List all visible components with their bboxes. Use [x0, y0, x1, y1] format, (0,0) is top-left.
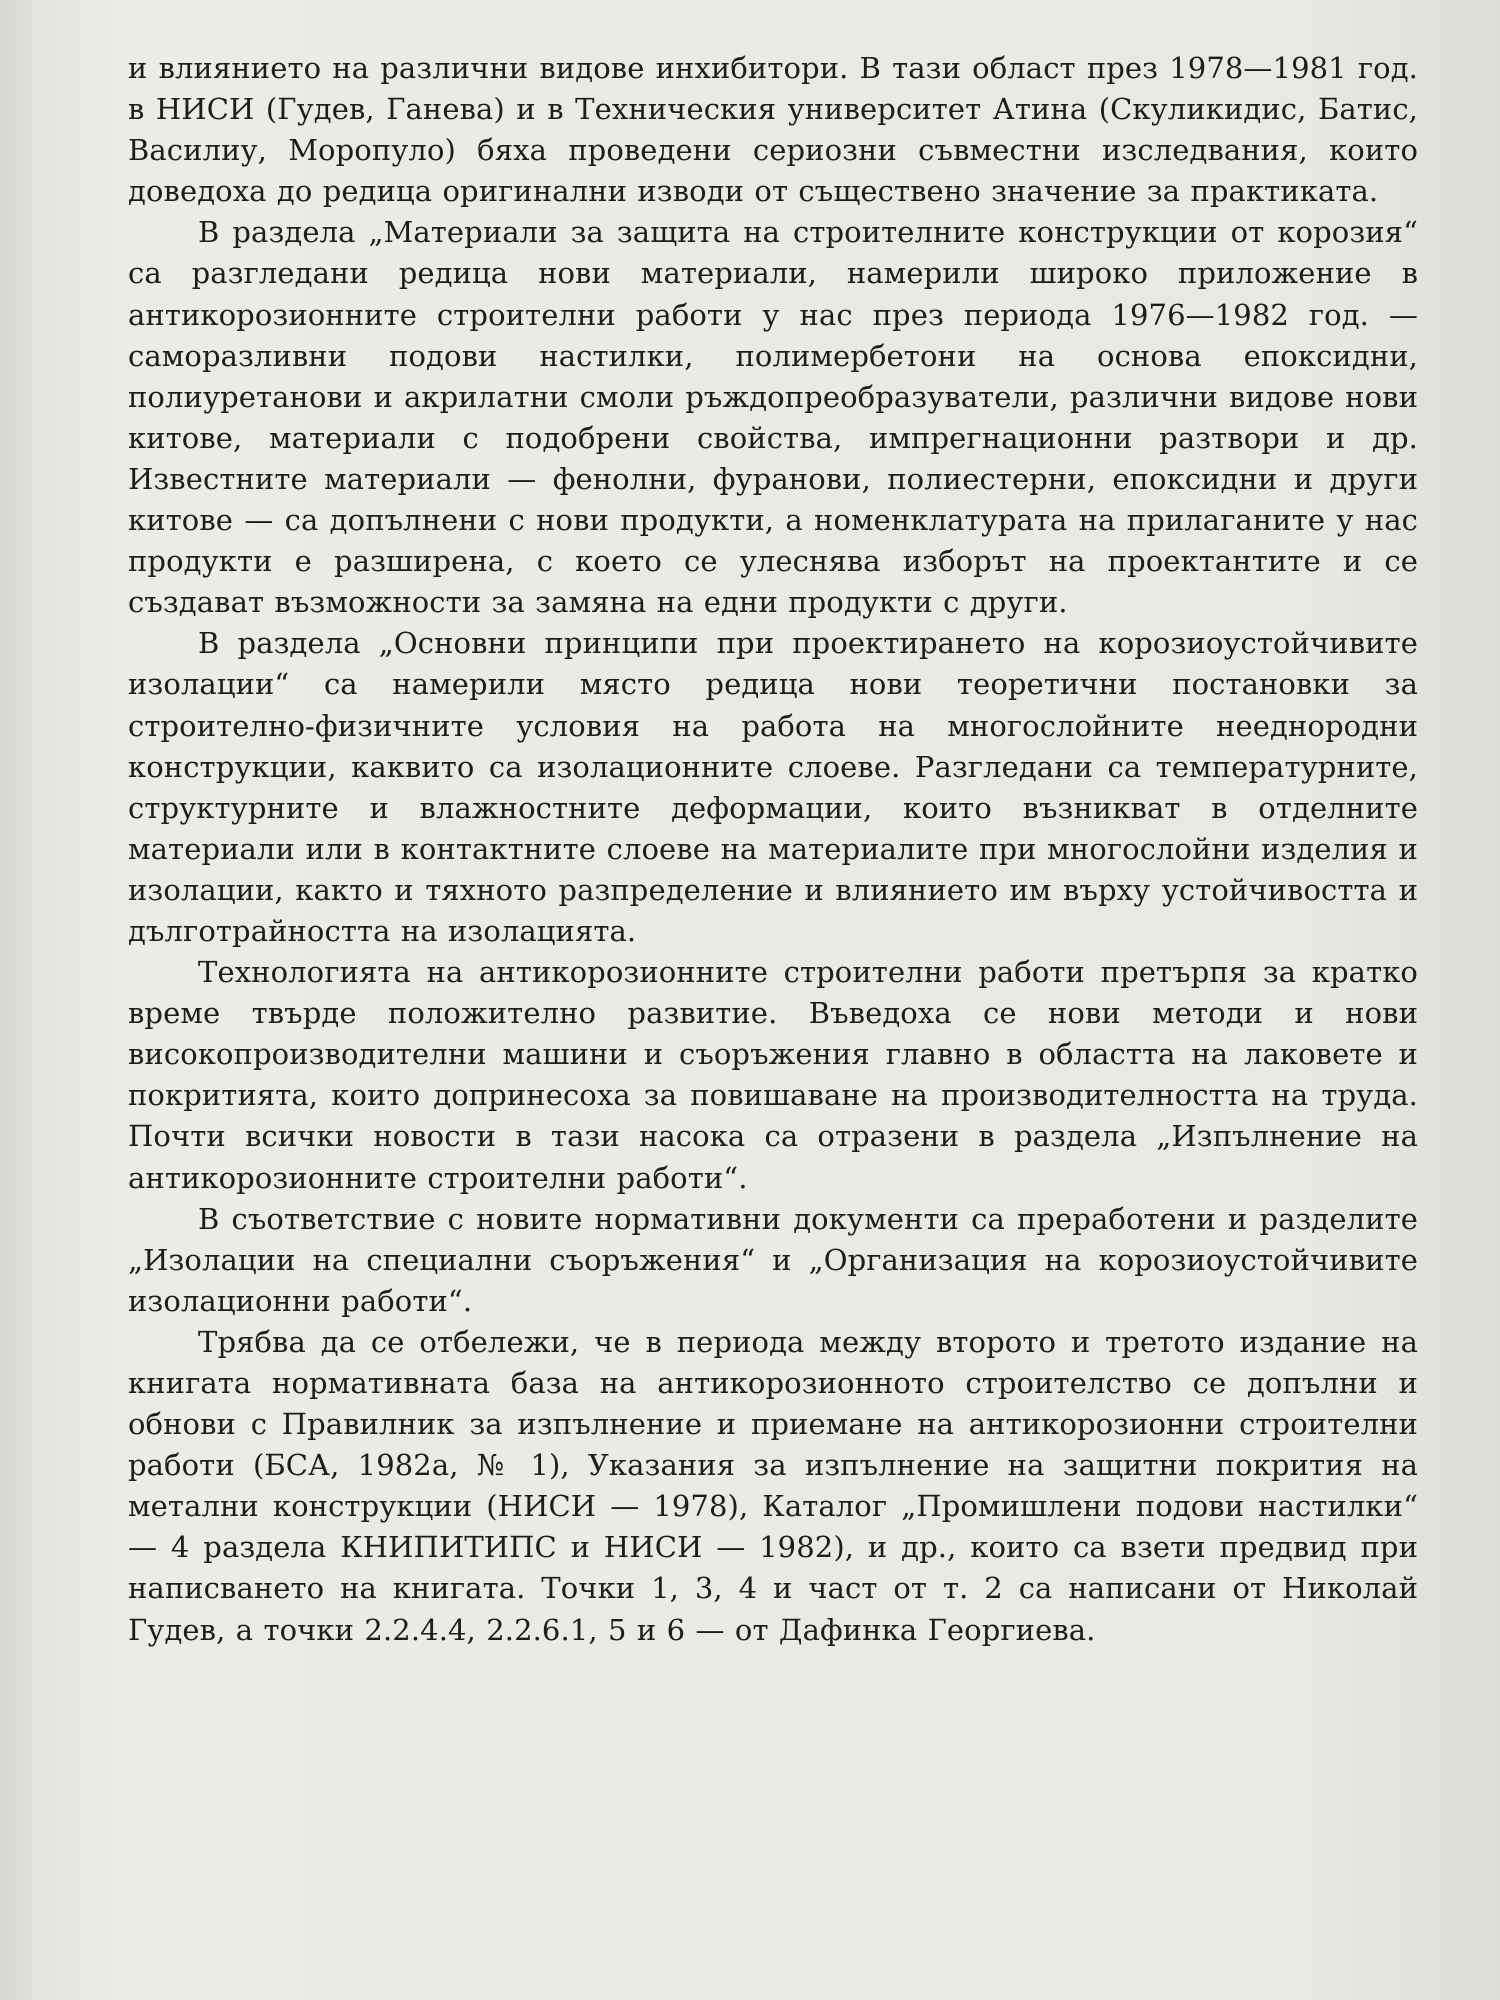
paragraph-normative-documents: В съответствие с новите нормативни документи са преработени и разделите „Изолации на специални съоръжения“ и „Организация на корозиоустойчивите изолационни работи“. [128, 1201, 1418, 1318]
paragraph-inhibitors-research: и влиянието на различни видове инхибитори. В тази област през 1978—1981 год. в НИСИ (Гудев, Ганева) и в Техническия университет Атина (Скуликидис, Батис, Василиу, Моропуло) бяха проведени сериозни съвместни изследвания, които доведоха до редица оригинални изводи от съществено значение за практиката. [128, 51, 1418, 209]
paragraph-technology: Технологията на антикорозионните строителни работи претърпя за кратко време твърде положително развитие. Въведоха се нови методи и нови високопроизводителни машини и съоръжения главно в областта на лаковете и покритията, които допринесоха за повишаване на производителността на труда. Почти всички новости в тази насока са отразени в раздела „Изпълнение на антикорозионните строителни работи“. [128, 955, 1418, 1195]
paragraph-design-principles: В раздела „Основни принципи при проектирането на корозиоустойчивите изолации“ са намерили място редица нови теоретични постановки за строително-физичните условия на работа на многослойните нееднородни конструкции, каквито са изолационните слоеве. Разгледани са температурните, структурните и влажностните деформации, които възникват в отделните материали или в контактните слоеве на материалите при многослойни изделия и изолации, както и тяхното разпределение и влиянието им върху устойчивостта и дълготрайността на изолацията. [128, 626, 1418, 948]
body-text [128, 48, 1418, 1651]
paragraph-materials-section: В раздела „Материали за защита на строителните конструкции от корозия“ са разгледани редица нови материали, намерили широко приложение в антикорозионните строителни работи у нас през периода 1976—1982 год. — саморазливни подови настилки, полимербетони на основа епоксидни, полиуретанови и акрилатни смоли ръждопреобразуватели, различни видове нови китове, материали с подобрени свойства, импрегнационни разтвори и др. Известните материали — фенолни, фуранови, полиестерни, епоксидни и други китове — са допълнени с нови продукти, а номенклатурата на прилаганите у нас продукти е разширена, с което се улеснява изборът на проектантите и се създават възможности за замяна на едни продукти с други. [128, 215, 1418, 620]
paragraph-authors-note: Трябва да се отбележи, че в периода между второто и третото издание на книгата нормативната база на антикорозионното строителство се допълни и обнови с Правилник за изпълнение и приемане на антикорозионни строителни работи (БСА, 1982а, № 1), Указания за изпълнение на защитни покрития на метални конструкции (НИСИ — 1978), Каталог „Промишлени подови настилки“ — 4 раздела КНИПИТИПС и НИСИ — 1982), и др., които са взети предвид при написването на книгата. Точки 1, 3, 4 и част от т. 2 са написани от Николай Гудев, а точки 2.2.4.4, 2.2.6.1, 5 и 6 — от Дафинка Георгиева. [128, 1324, 1418, 1647]
